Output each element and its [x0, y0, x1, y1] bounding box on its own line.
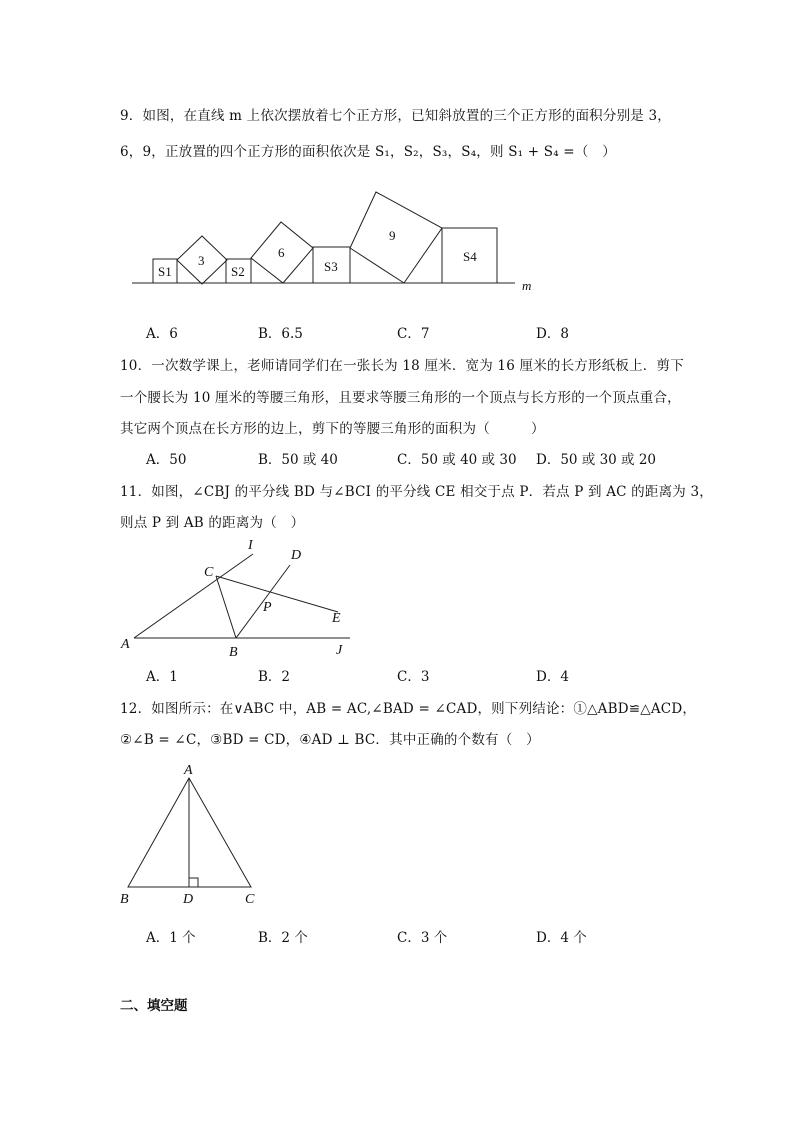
- q12-option-b[interactable]: B．2 个: [258, 930, 308, 946]
- q11-label-b: B: [229, 645, 238, 660]
- q9-label-s3: S3: [324, 259, 338, 274]
- q9-option-a[interactable]: A．6: [146, 326, 178, 342]
- q12-text-line2: ②∠B = ∠C，③BD = CD，④AD ⊥ BC．其中正确的个数有（ ）: [120, 732, 540, 748]
- q11-label-i: I: [248, 538, 253, 553]
- q11-option-d[interactable]: D．4: [536, 669, 569, 685]
- q9-option-c[interactable]: C．7: [397, 326, 430, 342]
- q11-label-p: P: [263, 600, 272, 615]
- q11-option-b[interactable]: B．2: [258, 669, 291, 685]
- q11-label-c: C: [204, 565, 214, 580]
- q11-text-line1: 11．如图，∠CBJ 的平分线 BD 与∠BCI 的平分线 CE 相交于点 P．若点 P 到 AC 的距离为 3，: [120, 484, 713, 500]
- q11-text-line2: 则点 P 到 AB 的距离为（ ）: [120, 515, 305, 531]
- q9-label-s1: S1: [158, 264, 172, 279]
- q11-option-c[interactable]: C．3: [397, 669, 430, 685]
- q12-text-line1: 12．如图所示：在∨ABC 中，AB = AC,∠BAD = ∠CAD，则下列结论：①△ABD≌△ACD，: [120, 701, 697, 717]
- q10-option-d[interactable]: D．50 或 30 或 20: [536, 452, 657, 468]
- q9-text-line2: 6，9，正放置的四个正方形的面积依次是 S₁，S₂，S₃，S₄，则 S₁ + S₄ =（ ）: [120, 144, 616, 160]
- q12-option-a[interactable]: A．1 个: [146, 930, 196, 946]
- q11-label-e: E: [332, 611, 341, 626]
- q11-option-a[interactable]: A．1: [146, 669, 178, 685]
- q12-label-d: D: [183, 892, 194, 907]
- q11-label-d: D: [291, 548, 302, 563]
- q9-option-d[interactable]: D．8: [536, 326, 569, 342]
- q12-label-c: C: [245, 892, 255, 907]
- q9-label-s4: S4: [463, 249, 477, 264]
- q10-text-line1: 10．一次数学课上，老师请同学们在一张长为 18 厘米．宽为 16 厘米的长方形纸板上．剪下: [120, 358, 684, 374]
- q11-label-j: J: [336, 643, 343, 658]
- q12-option-c[interactable]: C．3 个: [397, 930, 448, 946]
- q9-option-b[interactable]: B．6.5: [258, 326, 303, 342]
- q11-label-a: A: [121, 637, 130, 652]
- q9-label-9: 9: [389, 228, 396, 243]
- q9-label-6: 6: [278, 245, 285, 260]
- q9-text-line1: 9．如图，在直线 m 上依次摆放着七个正方形，已知斜放置的三个正方形的面积分别是 3，: [120, 108, 671, 124]
- q9-label-3: 3: [198, 253, 205, 268]
- q12-label-a: A: [184, 763, 193, 778]
- q12-label-b: B: [120, 892, 129, 907]
- q9-label-m: m: [522, 278, 532, 293]
- q10-option-c[interactable]: C．50 或 40 或 30: [397, 452, 517, 468]
- q9-label-s2: S2: [231, 264, 245, 279]
- q10-text-line3: 其它两个顶点在长方形的边上，剪下的等腰三角形的面积为（ ）: [120, 421, 545, 437]
- q12-option-d[interactable]: D．4 个: [536, 930, 587, 946]
- q10-option-a[interactable]: A．50: [146, 452, 187, 468]
- section-heading-fill-in: 二、填空题: [120, 998, 188, 1014]
- q10-option-b[interactable]: B．50 或 40: [258, 452, 338, 468]
- q10-text-line2: 一个腰长为 10 厘米的等腰三角形，且要求等腰三角形的一个顶点与长方形的一个顶点重合，: [120, 390, 681, 406]
